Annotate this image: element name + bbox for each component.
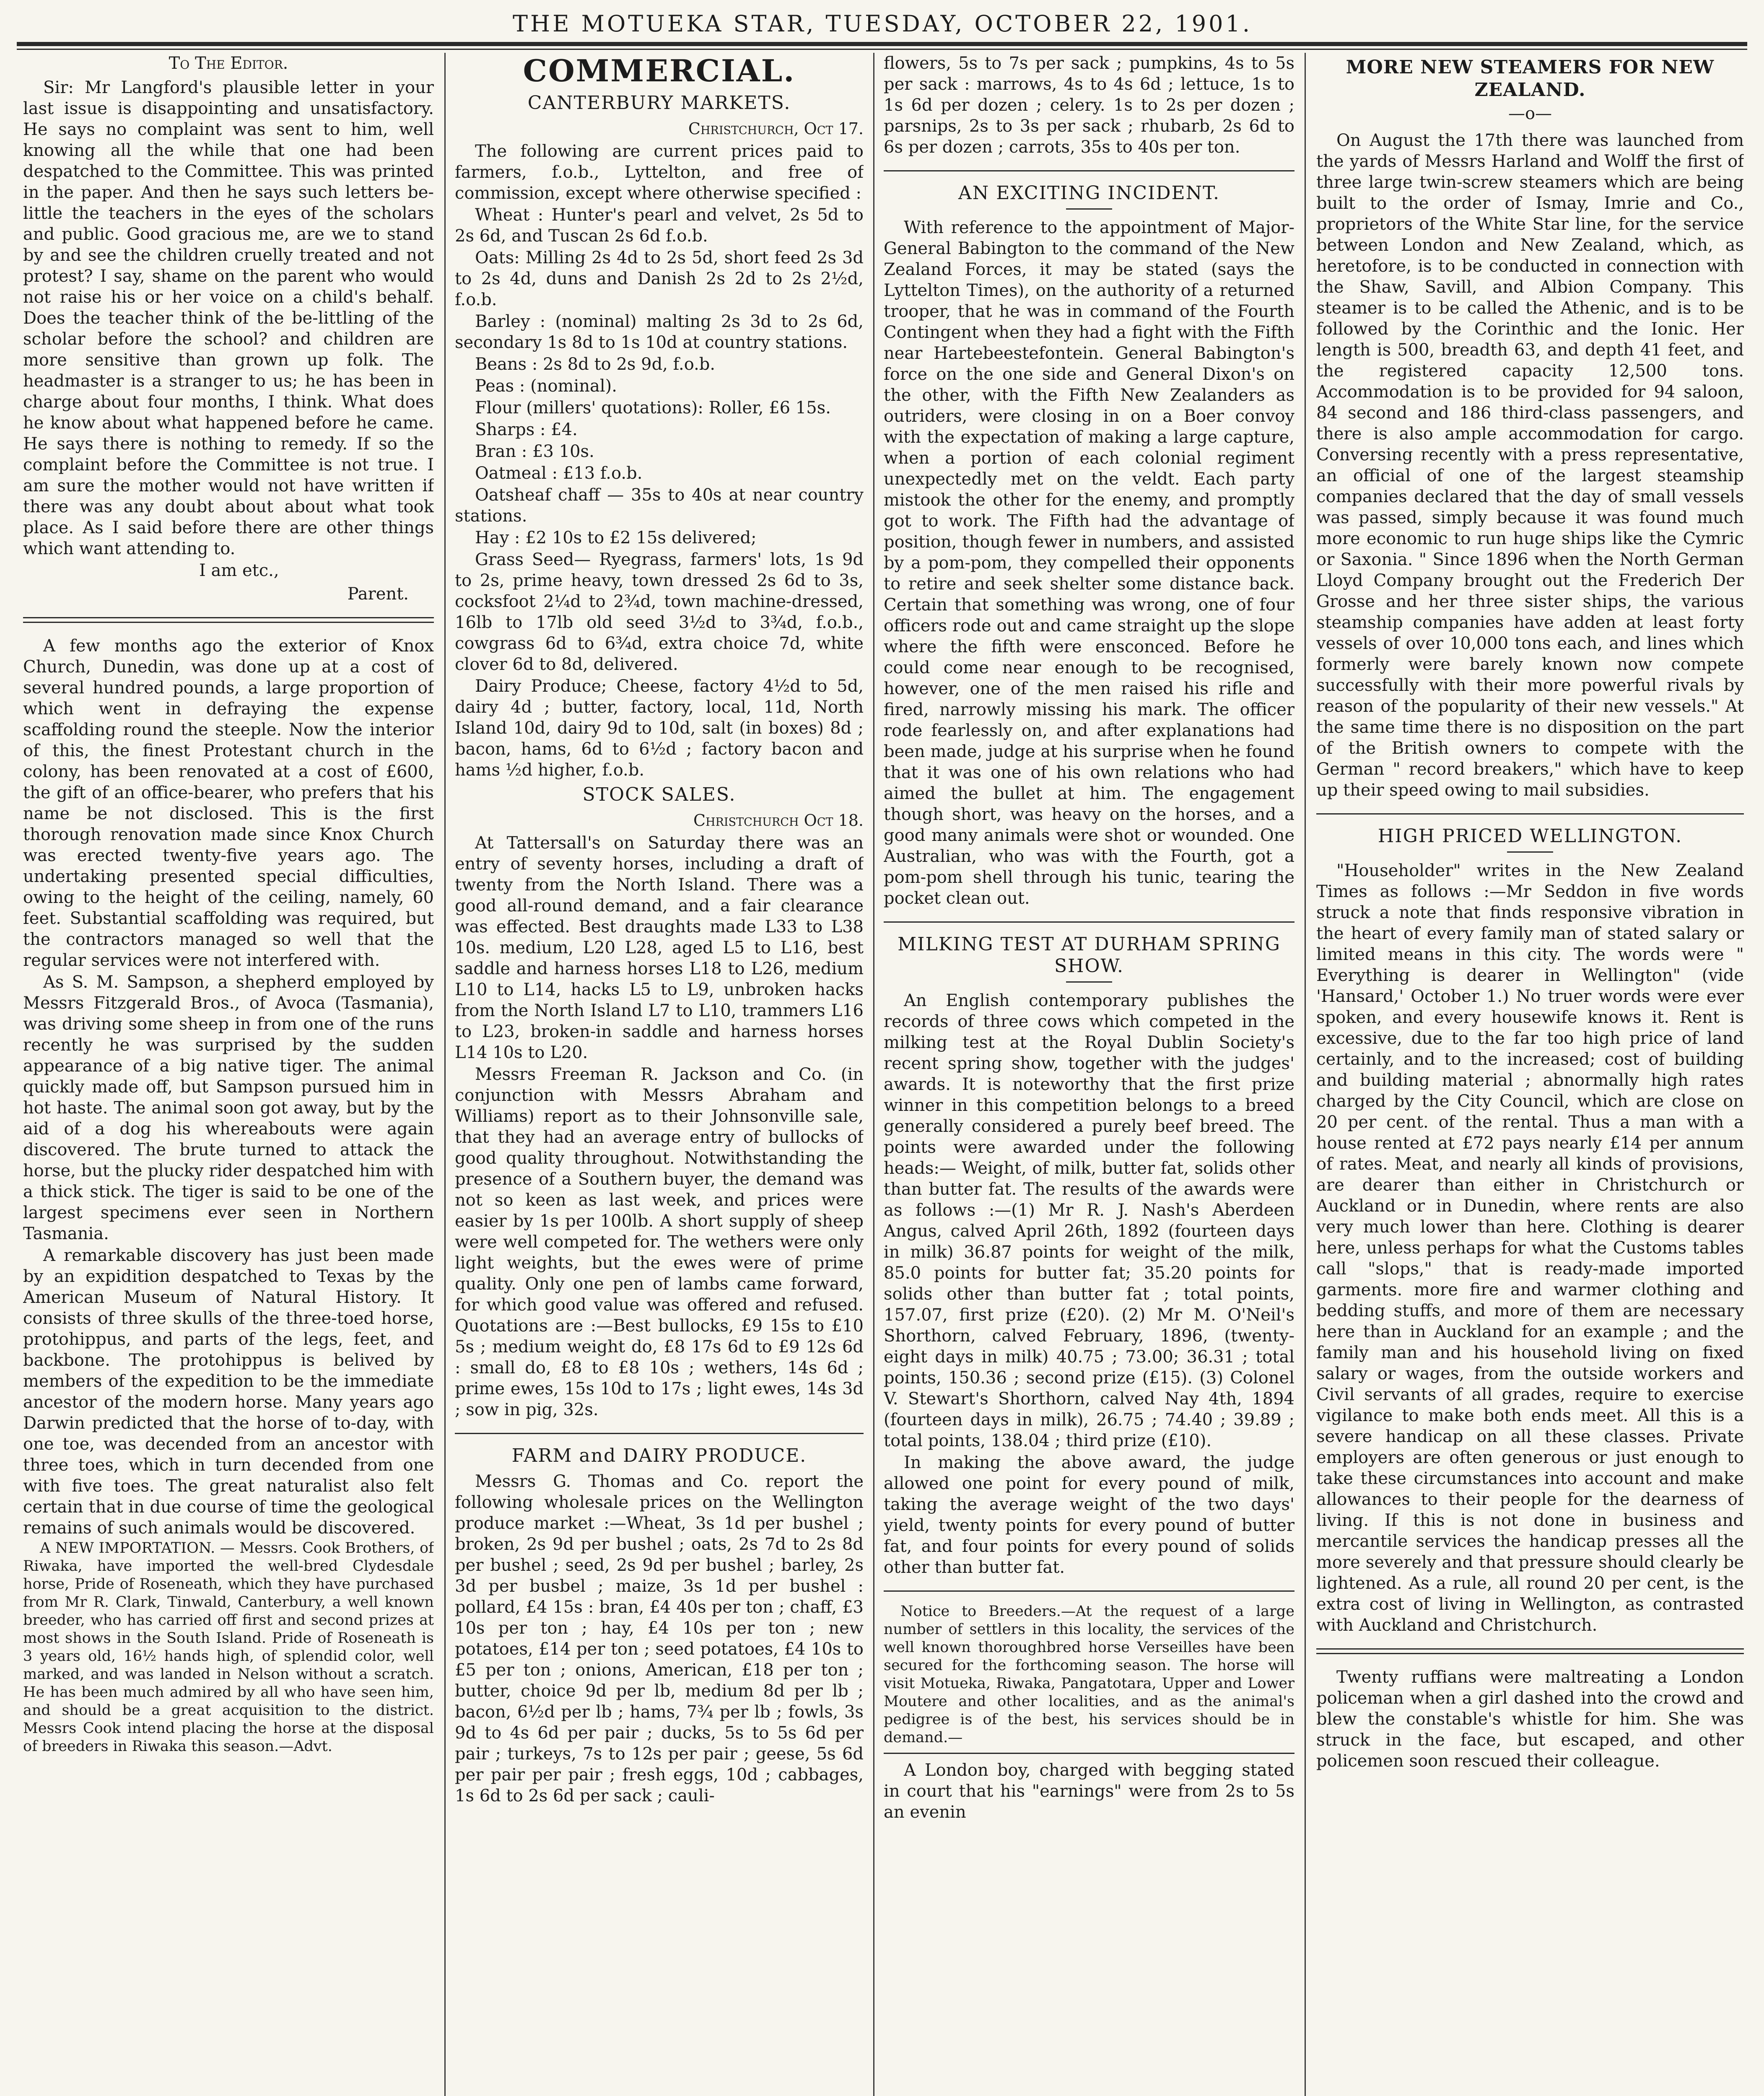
wellington-p1: "Householder" writes in the New Zealand Times as follows :—Mr Seddon in five words struck a note that finds responsive vibration in the heart of every family man of stated salary or limited means in this city. The words were " Everything is dearer in Wellington" (vide 'Hansard,' October 1.) No truer words were ever spoken, and every housewife knows it. Rent is excessive, due to the far too high price of land certainly, and to the increased; cost of building and building material ; abnormally high rates charged by the City Council, which are close on 20 per cent. of the rental. Thus a man with a house rented at £72 pays nearly £14 per annum of rates. Meat, and nearly all kinds of provisions, are dearer than either in Christchurch or Auckland or in Dunedin, where rents are also very much lower than here. Clothing is dearer here, unless perhaps for what the Customs tables call "slops," that is ready-made imported garments. more fire and warmer clothing and bedding stuffs, and more of them are necessary here than in Auckland for an example ; and the family man and his household living on fixed salary or wages, from the outside workers and Civil servants of all grades, require to exercise vigilance to make both ends meet. All this is a severe handicap on all these classes. Private employers are often generous or just enough to take these circumstances into account and make allowances to their people for the dearness of living. If this is not done in business and mercantile services the handicap presses all the more severely and that pressure should clearly be lightened. As a rule, all round 20 per cent, is the extra cost of living in Wellington, as contrasted with Auckland and Christchurch. <box>1316 861 1744 1635</box>
letter-heading: To The Editor. <box>169 54 288 73</box>
wellington-heading: HIGH PRICED WELLINGTON. <box>1377 825 1683 847</box>
canterbury-dateline: Christchurch, Oct 17. <box>688 119 864 138</box>
market-item: Flour (millers' quotations): Roller, £6 15s. <box>475 398 831 418</box>
heading-dash <box>1066 208 1112 210</box>
stock-sales-p2: Messrs Freeman R. Jackson and Co. (in conjunction with Messrs Abraham and Williams) report as to their Johnsonville sale, that they had an average entry of bullocks of good quality throughout. Notwithstanding the presence of a Southern buyer, the demand was not so keen as last week, and prices were easier by 1s per 100lb. A short supply of sheep were well competed for. The wethers were only light weights, but the ewes were of prime quality. Only one pen of lambs came forward, for which good value was offered and refused. Quotations are :—Best bullocks, £9 15s to £10 5s ; medium weight do, £8 17s 6d to £9 12s 6d : small do, £8 to £8 10s ; wethers, 14s 6d ; prime ewes, 15s 10d to 17s ; light ewes, 14s 3d ; sow in pig, 32s. <box>455 1065 864 1419</box>
column-3 <box>884 53 1294 2096</box>
exciting-incident-heading: AN EXCITING INCIDENT. <box>958 182 1220 204</box>
importation-advert: A NEW IMPORTATION. — Messrs. Cook Brothers, of Riwaka, have imported the well-bred Clydesdale horse, Pride of Roseneath, which they have purchased from Mr R. Clark, Tinwald, Canterbury, a well known breeder, who has carried off first and second prizes at most shows in the South Island. Pride of Roseneath is 3 years old, 16½ hands high, of splendid color, well marked, and was landed in Nelson without a scratch. He has been much admired by all who have seen him, and should be a great acquisition to the district. Messrs Cook intend placing the horse at the disposal of breeders in Riwaka this season.—Advt. <box>23 1540 434 1755</box>
section-rule <box>1316 1648 1744 1654</box>
market-item: Oats: Milling 2s 4d to 2s 5d, short feed 2s 3d to 2s 4d, duns and Danish 2s 2d to 2s 2½d, f.o.b. <box>455 248 864 309</box>
masthead-rule <box>17 42 1747 46</box>
tiger-article: As S. M. Sampson, a shepherd employed by Messrs Fitzgerald Bros., of Avoca (Tasmania), was driving some sheep in from one of the runs recently he was surprised by the sudden appearance of a big native tiger. The animal quickly made off, but Sampson pursued him in hot haste. The animal soon got away, but by the aid of a dog his whereabouts were again discovered. The brute turned to attack the horse, but the plucky rider despatched him with a thick stick. The tiger is said to be one of the largest specimens ever seen in Northern Tasmania. <box>23 973 434 1243</box>
steamers-heading: MORE NEW STEAMERS FOR NEW ZEALAND. <box>1346 57 1715 101</box>
market-item: Sharps : £4. <box>475 420 578 439</box>
masthead-rule-thin <box>17 49 1747 50</box>
section-rule <box>884 1753 1294 1754</box>
commercial-title: COMMERCIAL. <box>523 53 796 88</box>
ruffians-article: Twenty ruffians were maltreating a London policeman when a girl dashed into the crowd and blew the constable's whistle for him. She was struck in the face, but escaped, and other policemen soon rescued their colleague. <box>1316 1668 1744 1771</box>
heading-dash <box>1507 851 1553 853</box>
letter-closing: I am etc., <box>199 561 279 580</box>
column-divider <box>1305 53 1306 2096</box>
stock-sales-heading: STOCK SALES. <box>582 784 736 805</box>
market-item: Beans : 2s 8d to 2s 9d, f.o.b. <box>475 355 716 374</box>
breeders-notice: Notice to Breeders.—At the request of a large number of settlers in this locality, the services of the well known thoroughbred horse Verseilles have been secured for the forthcoming season. The horse will visit Motueka, Riwaka, Pangatotara, Upper and Lower Moutere and other localities, and as the animal's pedigree is of the best, his services should be in demand.— <box>884 1603 1294 1746</box>
section-rule <box>884 921 1294 923</box>
market-item: Grass Seed— Ryegrass, farmers' lots, 1s 9d to 2s, prime heavy, town dressed 2s 6d to 3s, cocksfoot 2¼d to 2¾d, town machine-dressed, 16lb to 17lb old seed 3½d to 3¾d, f.o.b., cowgrass 6d to 6¾d, extra choice 7d, white clover 6d to 8d, delivered. <box>455 550 864 674</box>
section-rule <box>23 617 434 623</box>
section-rule <box>455 1433 864 1434</box>
london-boy-article: A London boy, charged with begging stated in court that his "earnings" were from 2s to 5s an evenin <box>884 1761 1294 1822</box>
milking-test-p2: In making the above award, the judge allowed one point for every pound of milk, taking the average weight of the two days' yield, twenty points for every pound of butter fat, and four points for every pound of solids other than butter fat. <box>884 1453 1294 1577</box>
stock-sales-p1: At Tattersall's on Saturday there was an entry of seventy horses, including a draft of twenty from the North Island. There was a good all-round demand, and a fair clearance was effected. Best draughts made L33 to L38 10s. medium, L20 L28, aged L5 to L16, best saddle and harness horses L18 to L26, medium L10 to L14, hacks L5 to L9, unbroken hacks from the North Island L7 to L10, trammers L16 to L23, broken-in saddle and harness horses L14 10s to L20. <box>455 833 864 1062</box>
horse-discovery-article: A remarkable discovery has just been made by an expidition despatched to Texas by the American Museum of Natural History. It consists of three skulls of the three-toed horse, protohippus, and parts of the legs, feet, and backbone. The protohippus is belived by members of the expedition to be the immediate ancestor of the modern horse. Many years ago Darwin predicted that the horse of to-day, with one toe, was decended from an ancestor with three toes, which in turn decended from one with five toes. The great naturalist also felt certain that in due course of time the geological remains of such animals would be discovered. <box>23 1246 434 1538</box>
market-item: Hay : £2 10s to £2 15s delivered; <box>475 528 757 547</box>
column-4 <box>1316 53 1744 2096</box>
canterbury-intro: The following are current prices paid to farmers, f.o.b., Lyttelton, and free of commission, except where otherwise specified : <box>455 142 864 203</box>
masthead: THE MOTUEKA STAR, TUESDAY, OCTOBER 22, 1901. <box>512 10 1253 37</box>
section-rule <box>884 170 1294 171</box>
market-item: Oatmeal : £13 f.o.b. <box>475 464 643 483</box>
letter-signature: Parent. <box>347 584 409 604</box>
heading-separator: —o— <box>1508 104 1552 123</box>
column-2 <box>455 53 864 2096</box>
steamers-p1: On August the 17th there was launched from the yards of Messrs Harland and Wolff the first of three large twin-screw steamers which are being built to the order of Ismay, Imrie and Co., proprietors of the White Star line, for the service between London and New Zealand, which, as heretofore, is to be conducted in connection with the Shaw, Savill, and Albion Company. This steamer is to be called the Athenic, and is to be followed by the Corinthic and the Ionic. Her length is 500, breadth 63, and depth 41 feet, and the registered capacity 12,500 tons. Accommodation is to be provided for 94 saloon, 84 second and 186 third-class passengers, and there is also ample accommodation for cargo. Conversing recently with a press representative, an official of one of the largest steamship companies declared that the day of small vessels was passed, simply because it was found much more economic to run huge ships like the Cymric or Saxonia. " Since 1896 when the North German Lloyd Company brought out the Frederich Der Grosse and her three sister ships, the various steamship companies have adden at least forty vessels of over 10,000 tons each, and lines which formerly were barely known now compete successfully with their more powerful rivals by reason of the popularity of their new vessels." At the same time there is no disposition on the part of the British owners to compete with the German " record breakers," which have to keep up their speed owing to mail subsidies. <box>1316 131 1744 800</box>
market-item: Peas : (nominal). <box>475 376 617 396</box>
milking-test-heading: MILKING TEST AT DURHAM SPRING SHOW. <box>898 934 1281 977</box>
knox-church-article: A few months ago the exterior of Knox Church, Dunedin, was done up at a cost of several hundred pounds, a large proportion of which went in defraying the expense scaffolding round the steeple. Now the interior of this, the finest Protestant church in the colony, has been renovated at a cost of £600, the gift of an office-bearer, who prefers that his name be not disclosed. This is the first thorough renovation made since Knox Church was erected twenty-five years ago. The undertaking presented special difficulties, owing to the height of the ceiling, namely, 60 feet. Substantial scaffolding was required, but the contractors managed so well that the regular services were not interfered with. <box>23 636 434 970</box>
market-item: Bran : £3 10s. <box>475 442 594 461</box>
market-item: Dairy Produce; Cheese, factory 4½d to 5d, dairy 4d ; butter, factory, local, 11d, North Island 10d, dairy 9d to 10d, salt (in boxes) 8d ; bacon, hams, 6d to 6½d ; factory bacon and hams ½d higher, f.o.b. <box>455 677 864 780</box>
stock-sales-dateline: Christchurch Oct 18. <box>693 811 864 830</box>
column-divider <box>873 53 874 2096</box>
column-divider <box>444 53 446 2096</box>
exciting-incident-p1: With reference to the appointment of Major-General Babington to the command of the New Zealand Forces, it may be stated (says the Lyttelton Times), on the authority of a returned trooper, that he was in command of the Fourth Contingent when they had a fight with the Fifth near Hartebeestefontein. General Babington's force on the one side and General Dixon's on the other, with the Fifth New Zealanders as outriders, were closing in on a Boer convoy with the expectation of making a large capture, when a portion of each colonial regiment unexpectedly met on the veldt. Each party mistook the other for the enemy, and promptly got to work. The Fifth had the advantage of position, though fewer in numbers, and assisted by a pom-pom, they compelled their opponents to retire and seek shelter some distance back. Certain that something was wrong, one of four officers rode out and came straight up the slope where the fifth were ensconced. Before he could come near enough to be recognised, however, one of the men raised his rifle and fired, narrowly missing his mark. The officer rode fearlessly on, and after explanations had been made, judge at his surprise when he found that it was one of his own relations who had aimed the bullet at him. The engagement though short, was heavy on the horses, and a good many animals were shot or wounded. One Australian, who was with the Fourth, got a pom-pom shell through his tunic, tearing the pocket clean out. <box>884 218 1294 908</box>
heading-dash <box>1066 981 1112 983</box>
farm-dairy-p1: Messrs G. Thomas and Co. report the following wholesale prices on the Wellington produce market :—Wheat, 3s 1d per bushel ; broken, 2s 9d per bushel ; oats, 2s 7d to 2s 8d per bushel ; seed, 2s 9d per bushel ; barley, 2s 3d per busbel ; maize, 3s 1d per bushel : pollard, £4 15s : bran, £4 40s per ton ; chaff, £3 10s per ton ; hay, £4 10s per ton ; new potatoes, £14 per ton ; seed potatoes, £4 10s to £5 per ton ; onions, American, £18 per ton ; butter, choice 9d per lb, medium 8d per lb ; bacon, 6½d per lb ; hams, 7¾ per lb ; fowls, 3s 9d to 4s 6d per pair ; ducks, 5s to 5s 6d per pair ; turkeys, 7s to 12s per pair ; geese, 5s 6d per pair per pair ; fresh eggs, 10d ; cabbages, 1s 6d to 2s 6d per sack ; cauli- <box>455 1472 864 1805</box>
section-rule <box>1316 813 1744 815</box>
letter-body: Sir: Mr Langford's plausible letter in your last issue is disappointing and unsatisfactory. He says no complaint was sent to him, well knowing all the while that one had been despatched to the Committee. This was printed in the paper. And then he says such letters be-little the teachers in the eyes of the scholars and public. Good gracious me, are we to stand by and see the children cruelly treated and not protest? I say, shame on the parent who would not raise his or her voice on a child's behalf. Does the teacher think of the be-littling of the scholar before the school? and children are more sensitive than grown up folk. The headmaster is a stranger to us; he has been in charge about four months, I think. What does he know about what happened before he came. He says there is nothing to remedy. If so the complaint before the Committee is not true. I am sure the mother would not have written if there was any doubt about about what took place. As I said before there are other things which want attending to. <box>23 78 434 558</box>
farm-dairy-continued: flowers, 5s to 7s per sack ; pumpkins, 4s to 5s per sack : marrows, 4s to 4s 6d ; lettuce, 1s to 1s 6d per dozen ; celery. 1s to 2s per dozen ; parsnips, 2s to 3s per sack ; rhubarb, 2s 6d to 6s per dozen ; carrots, 35s to 40s per ton. <box>884 54 1294 157</box>
section-rule <box>884 1590 1294 1592</box>
market-item: Barley : (nominal) malting 2s 3d to 2s 6d, secondary 1s 8d to 1s 10d at country stations. <box>455 312 864 352</box>
milking-test-p1: An English contemporary publishes the records of three cows which competed in the milking test at the Royal Dublin Society's recent spring show, together with the judges' awards. It is noteworthy that the first prize winner in this competition belongs to a breed generally considered a purely beef breed. The points were awarded under the following heads:— Weight, of milk, butter fat, solids other than butter fat. The results of the awards were as follows :—(1) Mr R. J. Nash's Aberdeen Angus, calved April 26th, 1892 (fourteen days in milk) 36.87 points for weight of the milk, 85.0 points for butter fat; 35.20 points for solids other than butter fat ; total points, 157.07, first prize (£20). (2) Mr M. O'Neil's Shorthorn, calved February, 1896, (twenty-eight days in milk) 40.75 ; 73.00; 36.31 ; total points, 150.36 ; second prize (£15). (3) Colonel V. Stewart's Shorthorn, calved Nay 4th, 1894 (fourteen days in milk), 26.75 ; 74.40 ; 39.89 ; total points, 138.04 ; third prize (£10). <box>884 991 1294 1450</box>
canterbury-heading: CANTERBURY MARKETS. <box>527 92 791 114</box>
column-1 <box>23 53 434 2096</box>
market-item: Wheat : Hunter's pearl and velvet, 2s 5d to 2s 6d, and Tuscan 2s 6d f.o.b. <box>455 205 864 246</box>
farm-dairy-heading: FARM and DAIRY PRODUCE. <box>511 1445 807 1466</box>
market-item: Oatsheaf chaff — 35s to 40s at near country stations. <box>455 485 864 526</box>
